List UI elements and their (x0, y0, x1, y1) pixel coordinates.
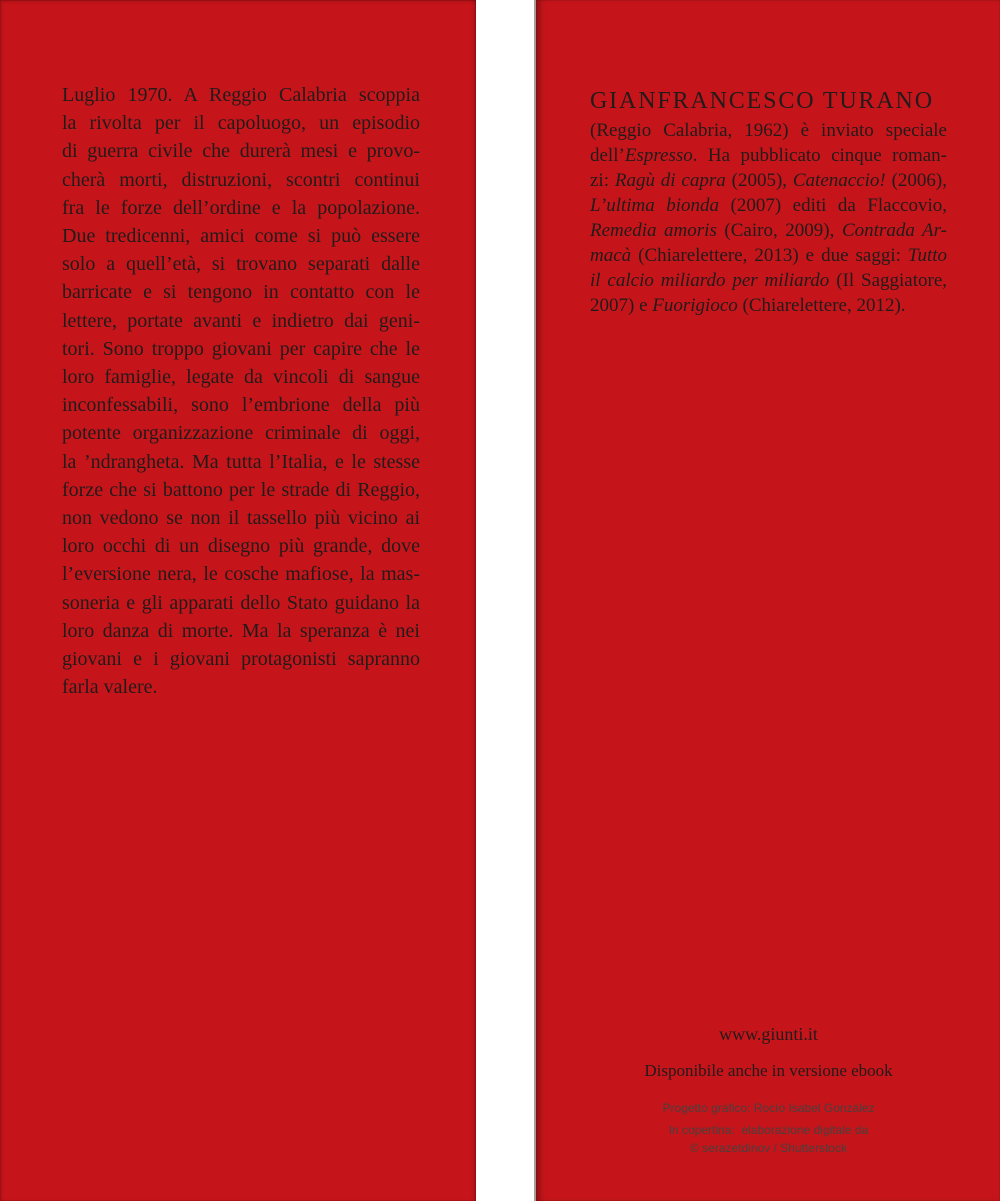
text-line: giovani e i giovani protagonisti sapranno (62, 648, 420, 671)
text-line: zi: Ragù di capra (2005), Catenaccio! (2006), (590, 170, 947, 191)
text-line: dell’Espresso. Ha pubblicato cinque roman- (590, 145, 947, 166)
text-line: (Reggio Calabria, 1962) è inviato speciale (590, 120, 947, 141)
text-line: tori. Sono troppo giovani per capire che le (62, 337, 420, 360)
flap-gutter (476, 0, 534, 1201)
text-line: inconfessabili, sono l’embrione della più (62, 394, 420, 417)
text-line: cherà morti, distruzioni, scontri continui (62, 168, 420, 191)
author-bio (590, 118, 947, 318)
text-line: di guerra civile che durerà mesi e provo- (62, 140, 420, 163)
text-line: loro occhi di un disegno più grande, dove (62, 535, 420, 558)
text-line: macà (Chiarelettere, 2013) e due saggi: Tutto (590, 245, 947, 266)
text-line: soneria e gli apparati dello Stato guidano la (62, 591, 420, 614)
text-line: lettere, portate avanti e indietro dai geni- (62, 309, 420, 332)
text-line: non vedono se non il tassello più vicino ai (62, 507, 420, 530)
text-line: barricate e si tengono in contatto con le (62, 281, 420, 304)
text-line: loro danza di morte. Ma la speranza è nei (62, 619, 420, 642)
text-line: la rivolta per il capoluogo, un episodio (62, 112, 420, 135)
ebook-note: Disponibile anche in versione ebook (644, 1061, 893, 1080)
website-url: www.giunti.it (719, 1024, 818, 1044)
text-line: l’eversione nera, le cosche mafiose, la mas- (62, 563, 420, 586)
text-line: la ’ndrangheta. Ma tutta l’Italia, e le stesse (62, 450, 420, 473)
text-line: Progetto grafico: Rocío Isabel González (662, 1101, 875, 1115)
right-flap-panel (534, 0, 1000, 1201)
author-bio-block (590, 84, 947, 318)
text-line: fra le forze dell’ordine e la popolazione. (62, 196, 420, 219)
text-line: loro famiglie, legate da vincoli di sangue (62, 366, 420, 389)
text-line: forze che si battono per le strade di Reggio, (62, 478, 420, 501)
author-name: GIANFRANCESCO TURANO (590, 88, 934, 114)
text-line: potente organizzazione criminale di oggi, (62, 422, 420, 445)
text-line: L’ultima bionda (2007) editi da Flaccovio, (590, 195, 947, 216)
text-line: 2007) e Fuorigioco (Chiarelettere, 2012). (590, 295, 906, 316)
text-line: Due tredicenni, amici come si può essere (62, 225, 420, 248)
credits (590, 1099, 947, 1157)
text-line: Remedia amoris (Cairo, 2009), Contrada Ar- (590, 220, 947, 241)
text-line: il calcio miliardo per miliardo (Il Saggiatore, (590, 270, 947, 291)
synopsis-text (62, 81, 420, 701)
left-flap-panel (0, 0, 476, 1201)
text-line: Luglio 1970. A Reggio Calabria scoppia (62, 84, 420, 106)
text-line: © serazetdinov / Shutterstock (690, 1141, 847, 1155)
text-line: solo a quell’età, si trovano separati dalle (62, 253, 420, 276)
text-line: farla valere. (62, 676, 158, 699)
text-line: In copertina: elaborazione digitale da (668, 1123, 869, 1137)
